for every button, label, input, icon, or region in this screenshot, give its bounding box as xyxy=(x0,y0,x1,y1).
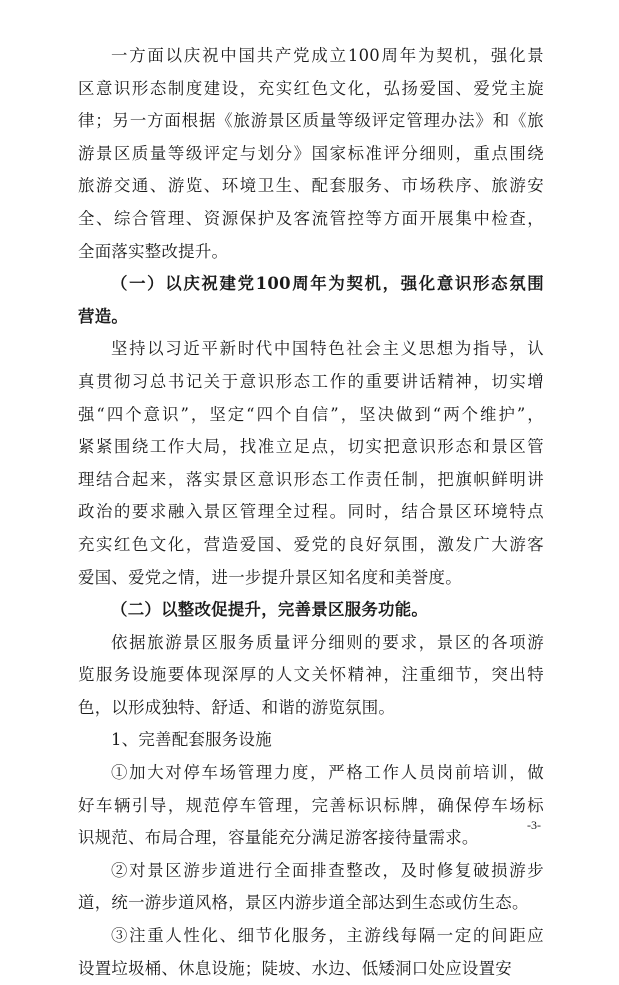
paragraph-line: 1、完善配套服务设施 xyxy=(111,730,272,750)
paragraph-line: 一方面以庆祝中国共产党成立100周年为契机，强化景 xyxy=(111,46,544,65)
paragraph-line: 强“四个意识”，坚定“四个自信”，坚决做到“两个维护”， xyxy=(78,404,544,424)
heading-line: 营造。 xyxy=(78,306,129,326)
paragraph-line: 道，统一游步道风格，景区内游步道全部达到生态或仿生态。 xyxy=(78,893,529,913)
paragraph-line: 坚持以习近平新时代中国特色社会主义思想为指导，认 xyxy=(111,339,544,359)
paragraph-line: ②对景区游步道进行全面排查整改，及时修复破损游步 xyxy=(111,860,544,880)
paragraph-line: ③注重人性化、细节化服务，主游线每隔一定的间距应 xyxy=(111,926,544,946)
page-number: -3- xyxy=(527,818,541,832)
paragraph-line: 理结合起来，落实景区意识形态工作责任制，把旗帜鲜明讲 xyxy=(78,469,544,489)
paragraph-line: 区意识形态制度建设，充实红色文化，弘扬爱国、爱党主旋 xyxy=(78,78,544,98)
paragraph-line: 紧紧围绕工作大局，找准立足点，切实把意识形态和景区管 xyxy=(78,437,544,457)
paragraph-line: ①加大对停车场管理力度，严格工作人员岗前培训，做 xyxy=(111,763,544,783)
body-text xyxy=(78,40,544,985)
paragraph-line: 览服务设施要体现深厚的人文关怀精神，注重细节，突出特 xyxy=(78,665,544,685)
heading-line: （一）以庆祝建党100周年为契机，强化意识形态氛围 xyxy=(111,274,544,294)
paragraph-line: 全面落实整改提升。 xyxy=(78,241,229,261)
paragraph-line: 政治的要求融入景区管理全过程。同时，结合景区环境特点 xyxy=(78,502,544,522)
paragraph-line: 全、综合管理、资源保护及客流管控等方面开展集中检查， xyxy=(78,208,544,228)
heading-line: （二）以整改促提升，完善景区服务功能。 xyxy=(111,600,429,620)
paragraph-line: 真贯彻习总书记关于意识形态工作的重要讲话精神，切实增 xyxy=(78,371,544,391)
paragraph-line: 好车辆引导，规范停车管理，完善标识标牌，确保停车场标 xyxy=(78,795,544,815)
paragraph-line: 充实红色文化，营造爱国、爱党的良好氛围，激发广大游客 xyxy=(78,534,544,554)
paragraph-line: 旅游交通、游览、环境卫生、配套服务、市场秩序、旅游安 xyxy=(78,176,544,196)
paragraph-line: 律；另一方面根据《旅游景区质量等级评定管理办法》和《旅 xyxy=(78,111,544,131)
paragraph-line: 识规范、布局合理，容量能充分满足游客接待量需求。 xyxy=(78,828,479,848)
paragraph-line: 依据旅游景区服务质量评分细则的要求，景区的各项游 xyxy=(111,632,544,652)
paragraph-line: 爱国、爱党之情，进一步提升景区知名度和美誉度。 xyxy=(78,567,462,587)
paragraph-line: 游景区质量等级评定与划分》国家标准评分细则，重点围绕 xyxy=(78,143,544,163)
paragraph-line: 色，以形成独特、舒适、和谐的游览氛围。 xyxy=(78,697,396,717)
paragraph-line: 设置垃圾桶、休息设施；陡坡、水边、低矮洞口处应设置安 xyxy=(78,958,512,978)
